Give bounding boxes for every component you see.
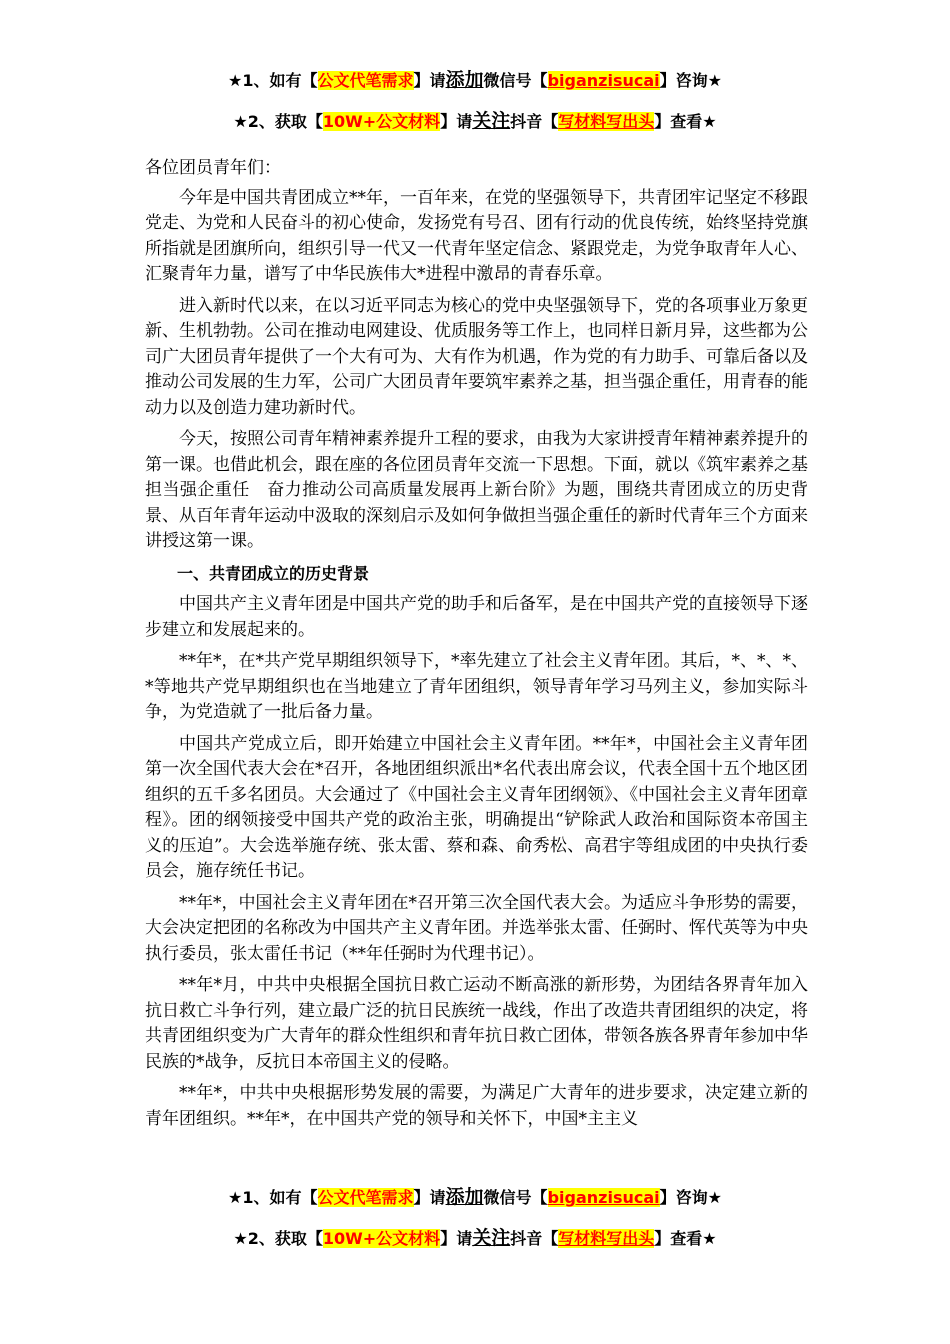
promo-emphasis: 关注 — [472, 1227, 511, 1249]
promo-douyin-id: 写材料写出头 — [558, 1229, 655, 1248]
document-body — [145, 156, 825, 1138]
promo-wechat-id: biganzisucai — [547, 71, 660, 90]
footer-promo-line-1 — [0, 1186, 950, 1209]
promo-text: 】查看★ — [654, 112, 717, 131]
promo-text: ★1、如有【 — [228, 71, 318, 90]
promo-highlight: 公文代笔需求 — [317, 71, 414, 90]
promo-text: ★2、获取【 — [233, 112, 323, 131]
promo-emphasis: 添加 — [445, 1186, 484, 1208]
promo-text: 】请 — [440, 1229, 473, 1248]
section-paragraph-3: 中国共产党成立后，即开始建立中国社会主义青年团。**年*，中国社会主义青年团第一次全国代表大会在*召开，各地团组织派出*名代表出席会议，代表全国十五个地区团组织的五千多名团员。大会通过了《中国社会主义青年团纲领》、《中国社会主义青年团章程》。团的纲领接受中国共产党的政治主张，明确提出“铲除武人政治和国际资本帝国主义的压迫”。大会选举施存统、张太雷、蔡和森、俞秀松、高君宇等组成团的中央执行委员会，施存统任书记。 — [145, 733, 808, 881]
salutation: 各位团员青年们： — [145, 158, 281, 178]
promo-text: 】咨询★ — [659, 1188, 722, 1207]
promo-text: 】查看★ — [654, 1229, 717, 1248]
promo-text: 抖音【 — [510, 112, 559, 131]
promo-wechat-id: biganzisucai — [547, 1188, 660, 1207]
section-paragraph-4: **年*，中国社会主义青年团在*召开第三次全国代表大会。为适应斗争形势的需要，大会决定把团的名称改为中国共产主义青年团。并选举张太雷、任弼时、恽代英等为中央执行委员，张太雷任书记（**年任弼时为代理书记）。 — [145, 892, 808, 964]
promo-douyin-id: 写材料写出头 — [558, 112, 655, 131]
promo-text: 】请 — [440, 112, 473, 131]
intro-paragraph-3: 今天，按照公司青年精神素养提升工程的要求，由我为大家讲授青年精神素养提升的第一课。也借此机会，跟在座的各位团员青年交流一下思想。下面，就以《筑牢素养之基 担当强企重任 奋力推动公司高质量发展再上新台阶》为题，围绕共青团成立的历史背景、从百年青年运动中汲取的深刻启示及如何争做担当强企重任的新时代青年三个方面来讲授这第一课。 — [145, 429, 825, 551]
promo-highlight: 10W+公文材料 — [322, 1229, 441, 1248]
promo-highlight: 10W+公文材料 — [322, 112, 441, 131]
promo-text: 】请 — [413, 71, 446, 90]
promo-text: 微信号【 — [483, 1188, 548, 1207]
header-promo-line-1 — [0, 69, 950, 92]
promo-emphasis: 添加 — [445, 69, 484, 91]
section-paragraph-5: **年*月，中共中央根据全国抗日救亡运动不断高涨的新形势，为团结各界青年加入抗日救亡斗争行列，建立最广泛的抗日民族统一战线，作出了改造共青团组织的决定，将共青团组织变为广大青年的群众性组织和青年抗日救亡团体，带领各族各界青年参加中华民族的*战争，反抗日本帝国主义的侵略。 — [145, 975, 808, 1072]
header-promo-line-2 — [0, 110, 950, 133]
promo-text: ★1、如有【 — [228, 1188, 318, 1207]
promo-text: 抖音【 — [510, 1229, 559, 1248]
promo-text: 微信号【 — [483, 71, 548, 90]
promo-text: 】咨询★ — [659, 71, 722, 90]
footer-promo-line-2 — [0, 1227, 950, 1250]
promo-emphasis: 关注 — [472, 110, 511, 132]
section-paragraph-2: **年*，在*共产党早期组织领导下，*率先建立了社会主义青年团。其后，*、*、*、*等地共产党早期组织也在当地建立了青年团组织，领导青年学习马列主义，参加实际斗争，为党造就了一批后备力量。 — [145, 651, 808, 722]
section-paragraph-1: 中国共产主义青年团是中国共产党的助手和后备军，是在中国共产党的直接领导下逐步建立和发展起来的。 — [145, 594, 808, 640]
section-heading: 一、共青团成立的历史背景 — [177, 563, 370, 583]
intro-paragraph-2: 进入新时代以来，在以习近平同志为核心的党中央坚强领导下，党的各项事业万象更新、生机勃勃。公司在推动电网建设、优质服务等工作上，也同样日新月异，这些都为公司广大团员青年提供了一个大有可为、大有作为机遇，作为党的有力助手、可靠后备以及推动公司发展的生力军，公司广大团员青年要筑牢素养之基，担当强企重任，用青春的能动力以及创造力建功新时代。 — [145, 295, 808, 418]
promo-text: ★2、获取【 — [233, 1229, 323, 1248]
promo-highlight: 公文代笔需求 — [317, 1188, 414, 1207]
section-paragraph-6: **年*，中共中央根据形势发展的需要，为满足广大青年的进步要求，决定建立新的青年团组织。**年*，在中国共产党的领导和关怀下，中国*主主义 — [145, 1083, 808, 1129]
intro-paragraph-1: 今年是中国共青团成立**年，一百年来，在党的坚强领导下，共青团牢记坚定不移跟党走、为党和人民奋斗的初心使命，发扬党有号召、团有行动的优良传统，始终坚持党旗所指就是团旗所向，组织引导一代又一代青年坚定信念、紧跟党走，为党争取青年人心、汇聚青年力量，谱写了中华民族伟大*进程中激昂的青春乐章。 — [145, 187, 808, 284]
promo-text: 】请 — [413, 1188, 446, 1207]
